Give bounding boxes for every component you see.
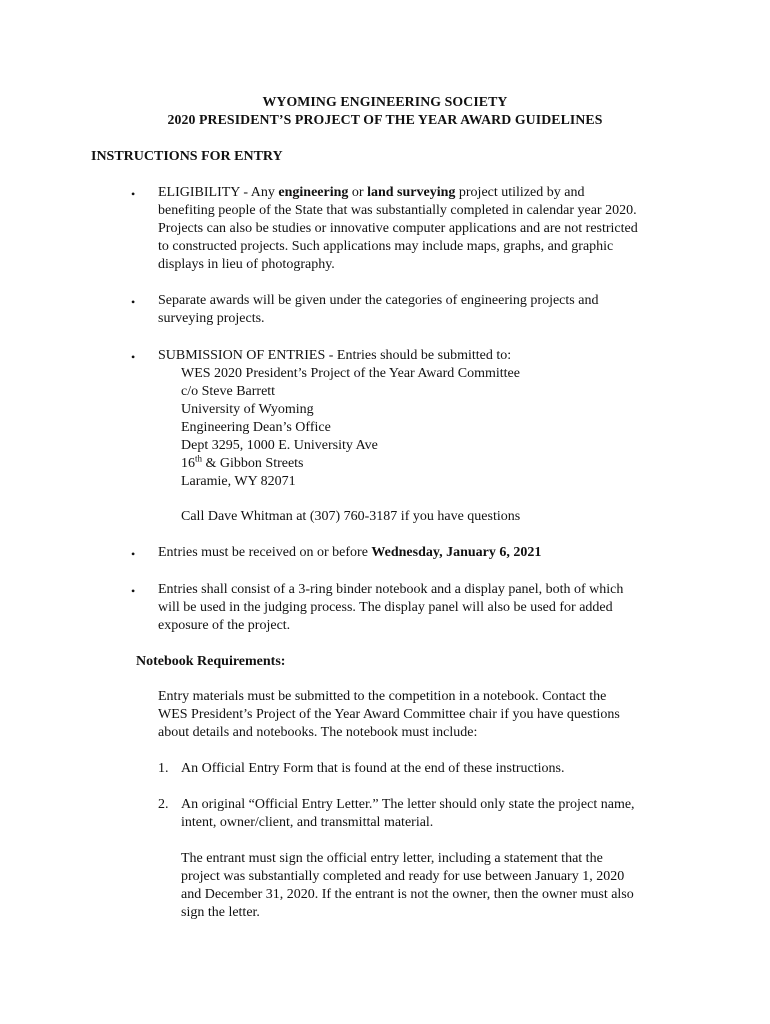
notebook-intro-line: Entry materials must be submitted to the competition in a notebook. Contact the [158,689,607,704]
eligibility-paragraph [158,184,688,274]
mailing-address [181,365,681,491]
address-line: University of Wyoming [181,402,314,417]
deadline-lead: Entries must be received on or before [158,545,372,560]
document-subtitle: 2020 PRESIDENT’S PROJECT OF THE YEAR AWARD GUIDELINES [167,112,603,127]
entries-consist-line: exposure of the project. [158,618,291,633]
list-item-text [181,796,691,832]
bullet-deadline: • [131,547,136,561]
section-heading: INSTRUCTIONS FOR ENTRY [91,149,283,164]
notebook-intro-line: about details and notebooks. The notebook must include: [158,725,478,740]
address-line: Engineering Dean’s Office [181,420,331,435]
street-number: 16 [181,456,195,471]
separate-awards-line: Separate awards will be given under the categories of engineering projects and [158,293,599,308]
bullet-eligibility: • [131,187,136,201]
list-item-line: An original “Official Entry Letter.” The letter should only state the project name, [181,797,635,812]
eligibility-line: Projects can also be studies or innovative computer applications and are not restricted [158,221,638,236]
document-title: WYOMING ENGINEERING SOCIETY [262,94,508,109]
entry-letter-line: and December 31, 2020. If the entrant is not the owner, then the owner must also [181,887,634,902]
deadline-date: Wednesday, January 6, 2021 [371,545,542,560]
eligibility-tail: project utilized by and [455,185,585,200]
entries-consist-paragraph [158,581,688,635]
address-line: WES 2020 President’s Project of the Year Award Committee [181,366,520,381]
separate-awards-paragraph [158,292,688,328]
notebook-intro-line: WES President’s Project of the Year Award Committee chair if you have questions [158,707,620,722]
eligibility-line: to constructed projects. Such applications may include maps, graphs, and graphic [158,239,614,254]
entry-letter-line: sign the letter. [181,905,260,920]
eligibility-line: displays in lieu of photography. [158,257,335,272]
list-item-number: 2. [158,797,169,812]
list-item-line: intent, owner/client, and transmittal material. [181,815,434,830]
address-line: Dept 3295, 1000 E. University Ave [181,438,378,453]
eligibility-line: benefiting people of the State that was substantially completed in calendar year 2020. [158,203,637,218]
address-city-line: Laramie, WY 82071 [181,474,296,489]
street-ordinal-suffix: th [195,453,203,464]
submission-intro: SUBMISSION OF ENTRIES - Entries should be submitted to: [158,348,512,363]
deadline-text [158,544,688,562]
entry-letter-line: The entrant must sign the official entry letter, including a statement that the [181,851,603,866]
entries-consist-line: will be used in the judging process. The display panel will also be used for added [158,600,613,615]
street-name: & Gibbon Streets [202,456,304,471]
notebook-intro [158,688,688,742]
list-item-text: An Official Entry Form that is found at the end of these instructions. [181,761,565,776]
entries-consist-line: Entries shall consist of a 3-ring binder notebook and a display panel, both of which [158,582,624,597]
separate-awards-line: surveying projects. [158,311,265,326]
eligibility-first-line [158,184,688,202]
bullet-separate-awards: • [131,295,136,309]
bullet-submission: • [131,350,136,364]
eligibility-land-surveying: land surveying [367,185,456,200]
notebook-heading: Notebook Requirements: [136,654,286,669]
contact-phone-note: Call Dave Whitman at (307) 760-3187 if you have questions [181,509,521,524]
list-item-number: 1. [158,761,169,776]
eligibility-engineering: engineering [278,185,349,200]
eligibility-or: or [348,185,368,200]
address-street-line [181,455,681,473]
address-line: c/o Steve Barrett [181,384,276,399]
entry-letter-line: project was substantially completed and ready for use between January 1, 2020 [181,869,625,884]
bullet-entries-consist: • [131,584,136,598]
eligibility-lead: ELIGIBILITY - Any [158,185,279,200]
entry-letter-paragraph [181,850,691,922]
